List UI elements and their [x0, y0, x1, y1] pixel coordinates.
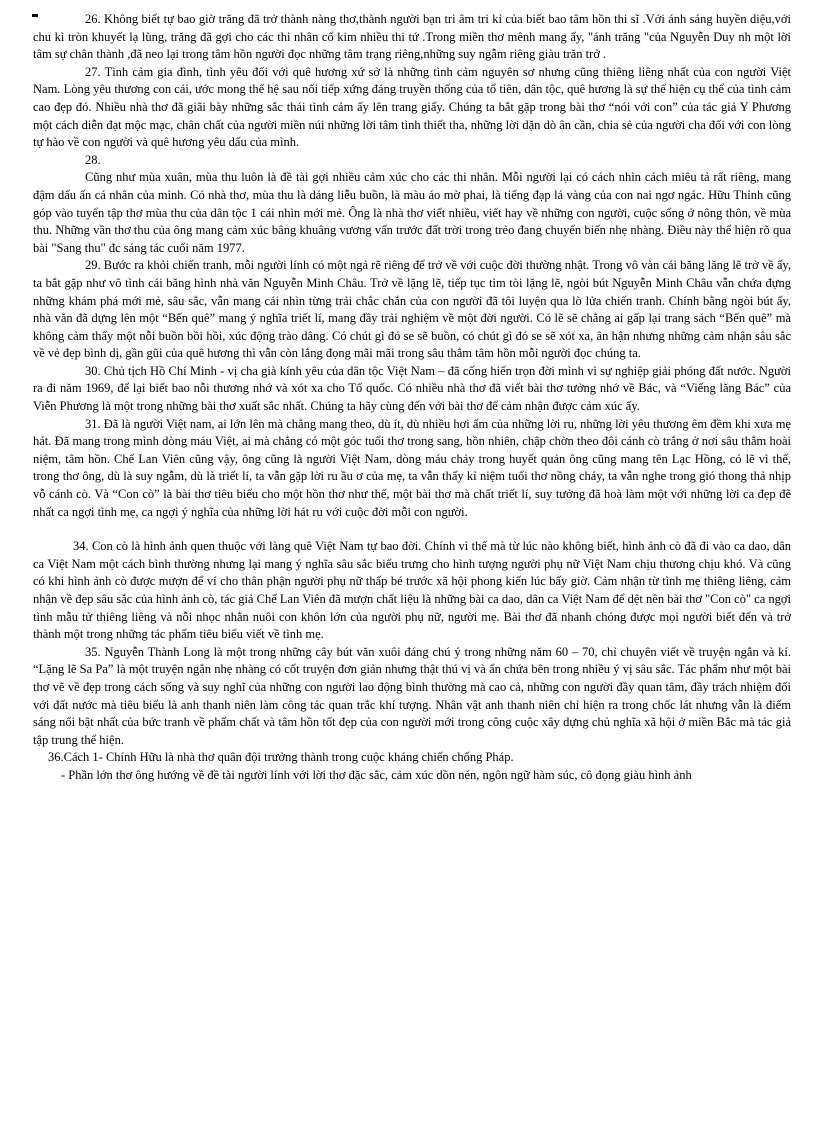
paragraph-34: 34. Con cò là hình ảnh quen thuộc với làng quê Việt Nam tự bao đời. Chính vì thế mà từ lúc nào không biết, hình ảnh cò đã đi vào ca dao, dân ca Việt Nam một cách bình thường nhưng lại mang ý nghĩa sâu sắc biểu trưng cho hình tượng người phụ nữ Việt Nam chịu thương chịu khó. Và cũng có khi hình ảnh cò được mượn để ví cho thân phận người phụ nữ thấp bé trước xã hội phong kiến lúc bấy giờ. Cảm nhận từ tình mẹ thiêng liêng, cảm nhận về đẹp sâu sắc của hình ảnh cò, tác giả Chế Lan Viên đã mượn chất liệu là những bài ca dao, dân ca Việt Nam để dệt nên bài thơ "Con cò" ca ngợi tình mẫu tử thiêng liêng và nỗi nhọc nhằn nuôi con khôn lớn của người phụ nữ, người mẹ. Bài thơ đã nhanh chóng được mọi người biết đến và trở thành một trong những tác phẩm tiêu biểu viết về tình mẹ. [33, 539, 791, 642]
paragraph-27: 27. Tình cảm gia đình, tình yêu đối với quê hương xứ sở là những tình cảm nguyên sơ nhưng cũng thiêng liêng nhất của con người Việt Nam. Lòng yêu thương con cái, ước mong thế hệ sau nối tiếp xứng đáng truyền thống của tổ tiên, dân tộc, quê hương là sự thể hiện cụ thể của tình cảm cao đẹp đó. Nhiều nhà thơ đã giãi bày những sắc thái tình cảm ấy lên trang giấy. Chúng ta bắt gặp trong bài thơ “nói với con” của tác giả Y Phương một cách diễn đạt mộc mạc, chân chất của người miền núi những lời tâm tình thiết tha, những lời dặn dò ân cần, chia sẻ của người cha đối với con lòng tự hào về con người và quê hương yêu dấu của mình. [33, 64, 791, 150]
paragraph-gap [33, 521, 791, 538]
paragraph-36-bullet: - Phần lớn thơ ông hướng về đề tài người lính với lời thơ đặc sắc, cảm xúc dồn nén, ngôn ngữ hàm súc, cô đọng giàu hình ảnh [61, 767, 692, 782]
paragraph-28: Cũng như mùa xuân, mùa thu luôn là đề tài gợi nhiều cảm xúc cho các thi nhân. Mỗi người lại có cách nhìn cách miêu tả rất riêng, mang đậm dấu ấn cá nhân của mình. Có nhà thơ, mùa thu là dáng liễu buồn, là màu áo mờ phai, là tiếng đạp lá vàng của con nai ngơ ngác. Hữu Thỉnh cũng góp vào tuyển tập thơ mùa thu của dân tộc 1 cái nhìn mới mẻ. Ông là nhà thơ viết nhiều, viết hay về những con người, cuộc sống ở nông thôn, về mùa thu. Những vần thơ thu của ông mang cảm xúc bâng khuâng vương vấn trước đất trời trong trẻo đang chuyển biến nhẹ nhàng. Điều này thể hiện rõ qua bài "Sang thu" đc sáng tác cuối năm 1977. [33, 170, 791, 255]
paragraph-26: 26. Không biết tự bao giờ trăng đã trở thành nàng thơ,thành người bạn tri âm tri kỉ của biết bao tâm hồn thi sĩ .Với ánh sáng huyền diệu,với chu kì tròn khuyết lạ lùng, trăng đã gợi cho các thi nhân cổ kim nhiều thi tứ .Trong miền thơ mênh mang ấy, "ánh trăng "của Nguyễn Duy nh một lời tâm sự chân thành ,đã neo lại trong tâm hồn người đọc những tâm trạng riêng,những suy ngẫm riêng giàu trăn trở . [33, 12, 791, 62]
paragraph-29: 29. Bước ra khỏi chiến tranh, mỗi người lính có một ngả rẽ riêng để trở về với cuộc đời thường nhật. Trong vô vàn cái băng lăng lẽ trở về ấy, ta bắt gặp như vô tình cái băng hình nhà văn Nguyễn Minh Châu. Trở về lặng lẽ, tiếp tục tìm tòi lặng lẽ, ngòi bút Nguyễn Minh Châu vẫn chứa đựng những khám phá mới mẻ, sâu sắc, vẫn mang cái nhìn từng trải chắc chắn của con người đã tôi luyện qua lò lửa chiến tranh. Chính bằng ngòi bút ấy, nhà văn đã dựng lên một “Bến quê” mang ý nghĩa triết lí, mang đầy trải nghiệm về một đời người. Có lẽ sẽ chẳng ai gấp lại trang sách “Bến quê” mà không cảm thấy một nỗi buồn bồi hồi, xúc động trào dâng. Có chút gì đó se sẽ buồn, có chút gì đó se sẽ xót xa, ân hận nhưng những cảm nhận sâu sắc về vẻ đẹp bình dị, gần gũi của quê hương thì vẫn còn lắng đọng mãi mãi trong sâu thẳm tâm hồn mỗi người đọc chúng ta. [33, 258, 791, 361]
paragraph-30: 30. Chủ tịch Hồ Chí Minh - vị cha già kính yêu của dân tộc Việt Nam – đã cống hiến trọn đời mình vì sự nghiệp giải phóng đất nước. Người ra đi năm 1969, để lại biết bao nỗi thương nhớ và xót xa cho Tổ quốc. Có nhiều nhà thơ đã viết bài thơ tưởng nhớ về Bác, và “Viếng lăng Bác” của Viễn Phương là một trong những bài thơ xuất sắc nhất. Chúng ta hãy cùng đến với bài thơ để cảm nhận được cảm xúc ấy. [33, 363, 791, 414]
paragraph-36: 36.Cách 1- Chính Hữu là nhà thơ quân đội trưởng thành trong cuộc kháng chiến chống Pháp. [48, 750, 514, 765]
paragraph-28-number: 28. [85, 152, 101, 167]
paragraph-35: 35. Nguyễn Thành Long là một trong những cây bút văn xuôi đáng chú ý trong những năm 60 – 70, chỉ chuyên viết về truyện ngắn và kí. “Lặng lẽ Sa Pa” là một truyện ngắn nhẹ nhàng có cốt truyện đơn giản nhưng thật thú vị và ẩn chứa bên trong nhiều ý vị sâu sắc. Tác phẩm như một bài thơ vẽ về đẹp trong cách sống và suy nghĩ của những con người lao động bình thường mà cao cả, những con người đầy quan tâm, đầy trách nhiệm đối với đất nước mà tiêu biểu là anh thanh niên làm công tác quan trắc khí tượng. Nhân vật anh thanh niên chỉ hiện ra trong chốc lát nhưng vẫn là điểm sáng nổi bật nhất của bức tranh về phẩm chất và tâm hồn tốt đẹp của con người mới trong công cuộc xây dựng chủ nghĩa xã hội ở miền Bắc mà tác giả tập trung thể hiện. [33, 644, 791, 747]
paragraph-31: 31. Đã là người Việt nam, ai lớn lên mà chẳng mang theo, dù ít, dù nhiều hơi ấm của những lời ru, những lời yêu thương êm đềm khi xưa mẹ hát. Đã mang trong mình dòng máu Việt, ai mà chẳng có một góc tuổi thơ trong sang, hồn nhiên, chập chờn theo đôi cánh cò trắng ở nơi sâu thẳm hoài niệm, tâm hồn. Chế Lan Viên cũng vậy, ông cũng là người Việt Nam, dòng máu chảy trong huyết quản ông cũng mang tên Lạc Hồng, có lẽ vì thế, trong thơ ông, dù là suy ngẫm, dù là triết lí, ta vẫn gặp lời ru ầu ơ của mẹ, ta vẫn thấy kỉ niệm tuổi thơ nồng cháy, ta vẫn nghe trong gió thong thả nhịp vỗ cánh cò. Và “Con cò” là bài thơ tiêu biểu cho một hồn thơ như thế, một bài thơ mà chất triết lí, suy tưởng đã hoà làm một với những lời ca đẹp đẽ nhất ca ngợi tình mẹ, ca ngợi ý nghĩa của những lời hát ru với cuộc đời mỗi con người. [33, 416, 791, 519]
document-body [33, 11, 791, 785]
